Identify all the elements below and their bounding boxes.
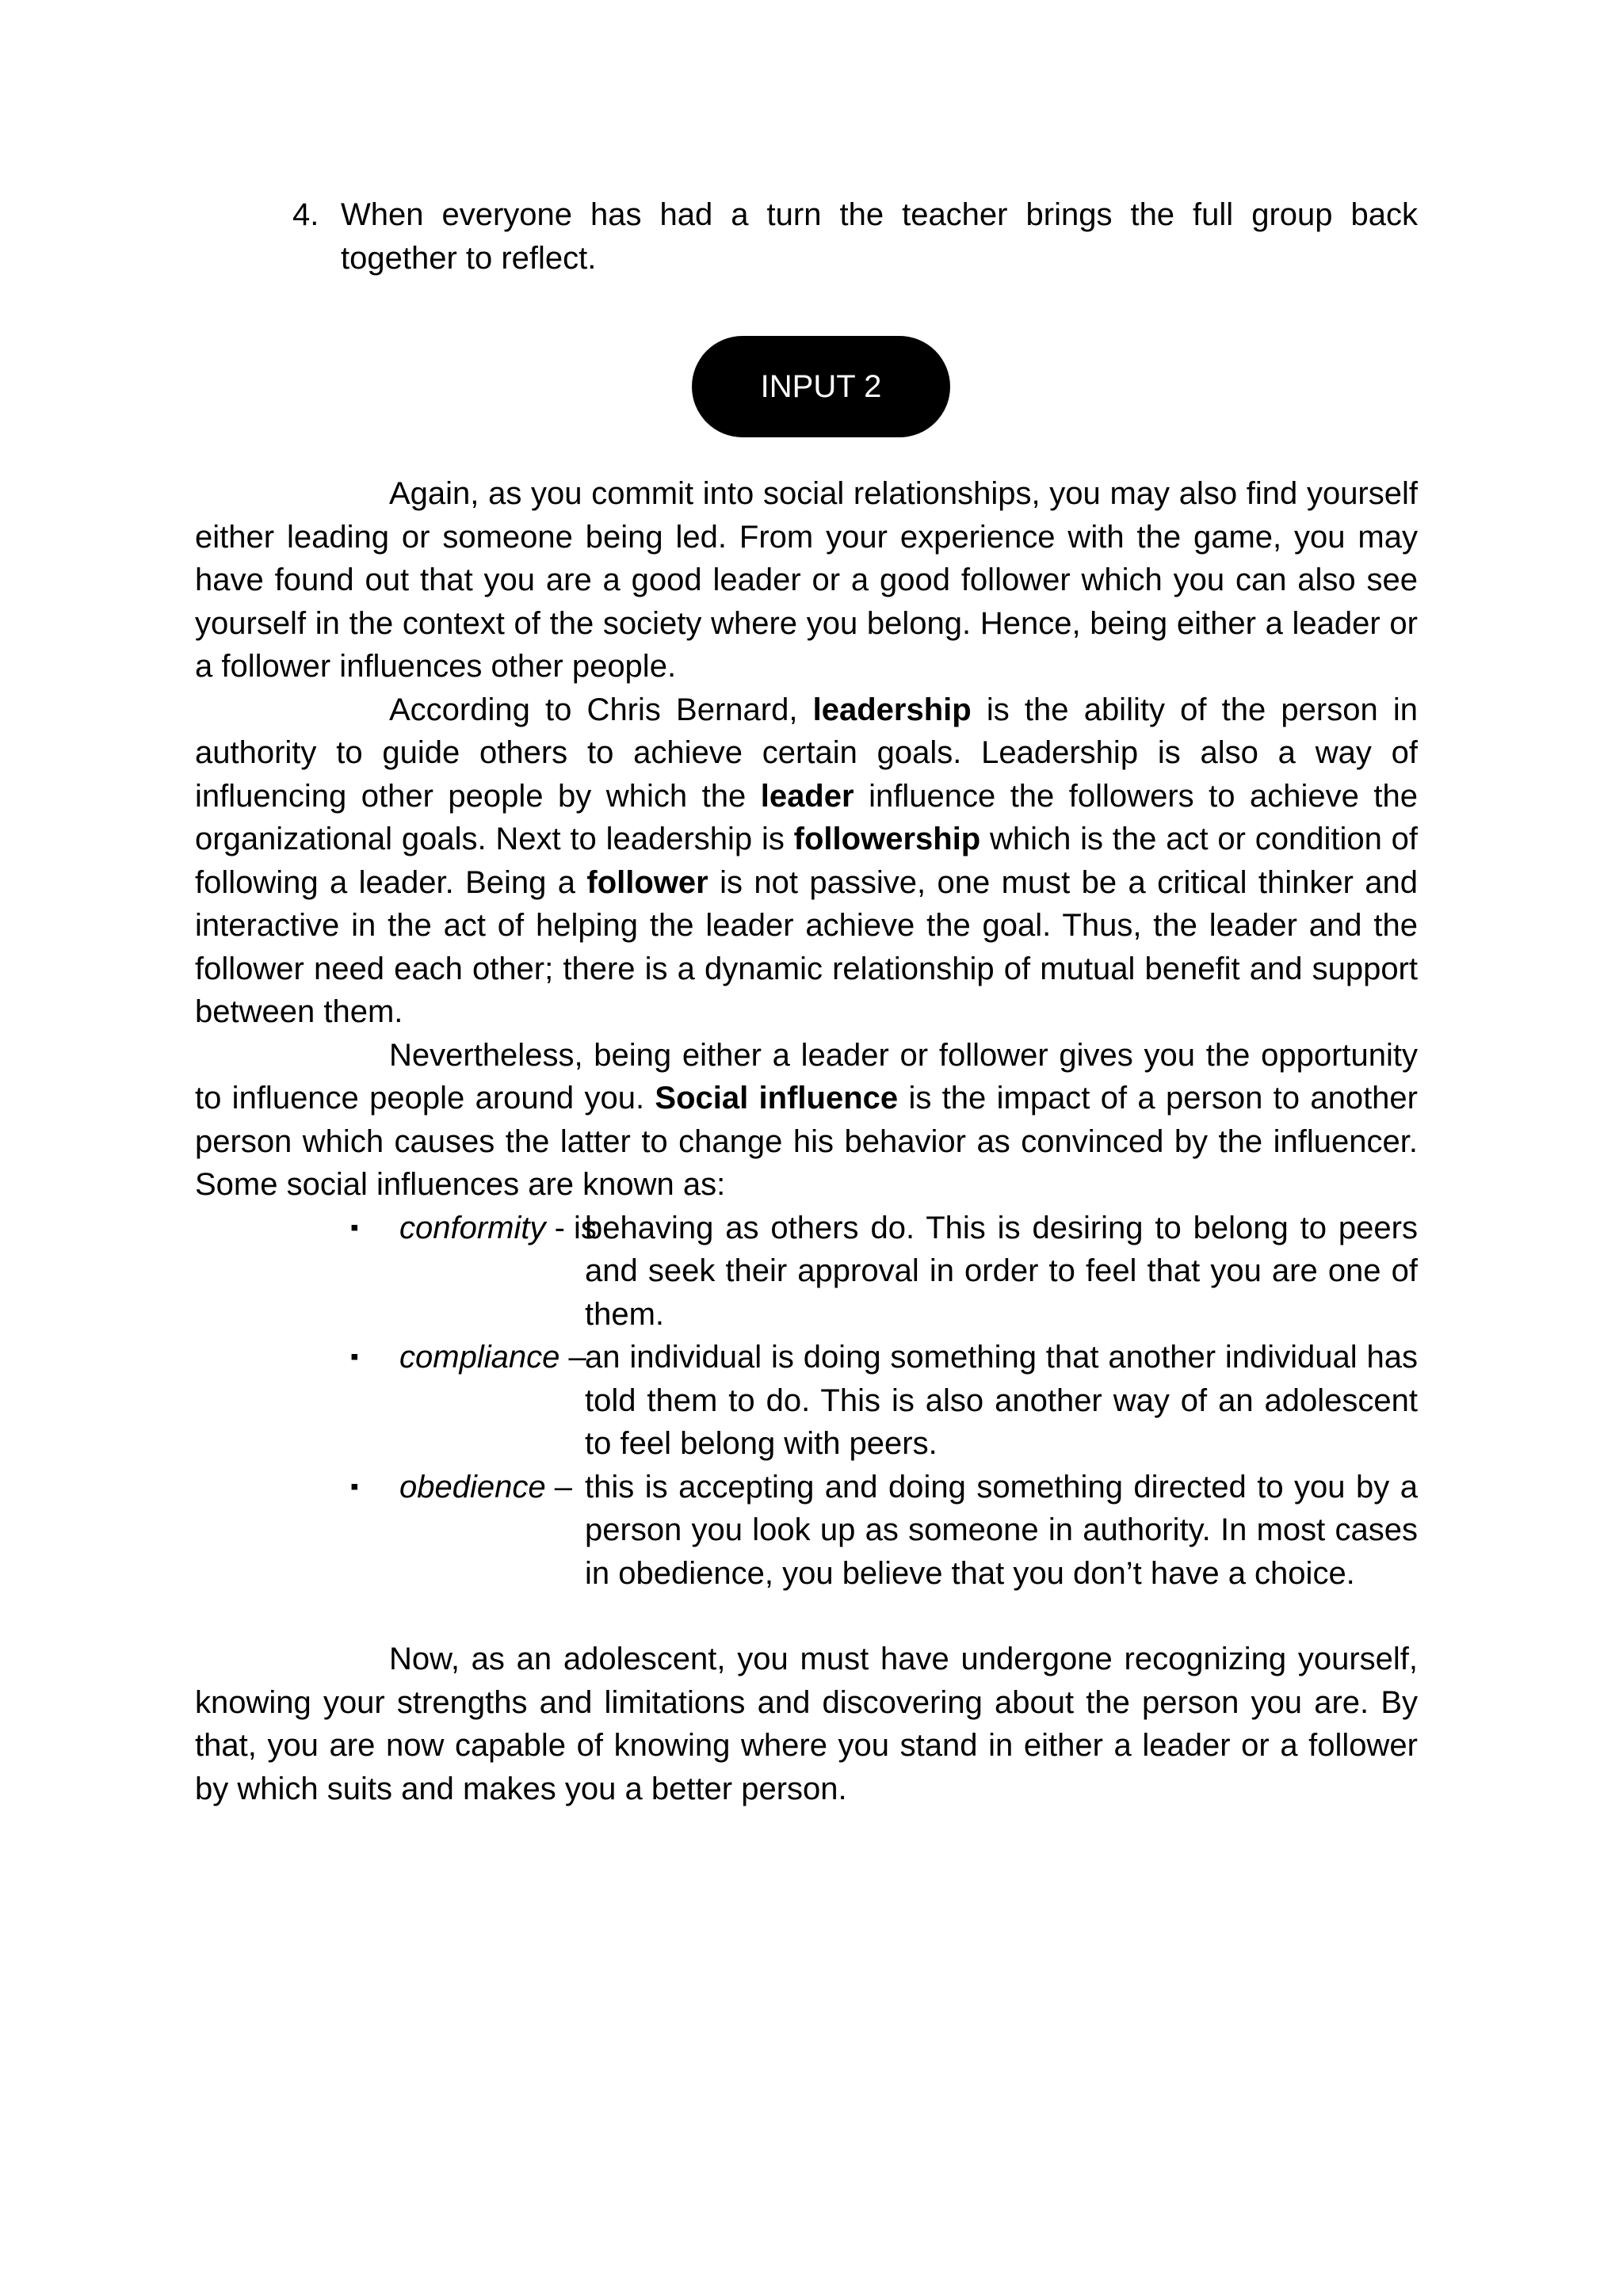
social-influence-list xyxy=(195,1207,1418,1596)
list-item-text: When everyone has had a turn the teacher brings the full group back together to reflect. xyxy=(341,197,1418,276)
term-separator: – xyxy=(559,1340,586,1375)
paragraph-intro: Again, as you commit into social relationships, you may also find yourself either leading or someone being led. From your experience with the game, you may have found out that you are a good leader or a good follower which you can also see yourself in the context of the society where you belong. Hence, being either a leader or a follower influences other people. xyxy=(195,476,1418,684)
spacer xyxy=(195,1595,1418,1638)
bullet-marker: ▪ xyxy=(350,1344,359,1370)
term-follower: follower xyxy=(586,864,708,900)
text-run: is the ability of the person in authority to guide others to achieve certain goals. Leadership is also a way of influencing other people by which the xyxy=(195,692,1418,814)
text-run: which is the act or condition of following a leader. Being a xyxy=(195,822,1419,900)
term-conformity: conformity xyxy=(399,1210,546,1245)
text-run: is not passive, one must be a critical thinker and interactive in the act of helping the leader achieve the goal. Thus, the leader and the follower need each other; there is a dynamic relationship of mutual benefit and support between them. xyxy=(195,864,1418,1029)
paragraph-leadership xyxy=(195,688,1418,1034)
list-item-compliance xyxy=(195,1336,1418,1466)
text-run: According to Chris Bernard, xyxy=(389,692,813,727)
bullet-marker: ▪ xyxy=(350,1214,359,1241)
term-followership: followership xyxy=(793,822,981,856)
term-label xyxy=(399,1336,586,1379)
paragraph-conclusion: Now, as an adolescent, you must have undergone recognizing yourself, knowing your strengths and limitations and discovering about the person you are. By that, you are now capable of knowing where you stand in either a leader or a follower by which suits and makes you a better person. xyxy=(195,1642,1418,1806)
paragraph-social-influence xyxy=(195,1034,1418,1207)
text-run: Nevertheless, being either a leader or follower gives you the opportunity to influence people around you. xyxy=(195,1037,1418,1116)
term-definition: this is accepting and doing something directed to you by a person you look up as someone in authority. In most cases in obedience, you believe that you don’t have a choice. xyxy=(585,1469,1418,1591)
term-separator: – xyxy=(545,1469,572,1505)
term-definition: behaving as others do. This is desiring to belong to peers and seek their approval in order to feel that you are one of them. xyxy=(585,1210,1418,1332)
list-item-conformity xyxy=(195,1207,1418,1337)
term-social-influence: Social influence xyxy=(655,1081,899,1116)
numbered-list-item xyxy=(292,193,1418,280)
term-leadership: leadership xyxy=(812,692,972,727)
term-label xyxy=(399,1207,597,1250)
term-obedience: obedience xyxy=(399,1469,546,1505)
bullet-marker: ▪ xyxy=(350,1473,359,1500)
main-content xyxy=(195,472,1418,1810)
term-compliance: compliance xyxy=(399,1340,560,1375)
term-leader: leader xyxy=(760,778,854,814)
term-definition: an individual is doing something that another individual has told them to do. This is also another way of an adolescent to feel belong with peers. xyxy=(585,1340,1418,1461)
section-label-input-2: INPUT 2 xyxy=(692,336,950,437)
list-number: 4. xyxy=(292,197,319,232)
term-separator: - is xyxy=(545,1210,597,1245)
text-run: influence the followers to achieve the organizational goals. Next to leadership is xyxy=(195,778,1418,856)
list-item-obedience xyxy=(195,1466,1418,1596)
term-label xyxy=(399,1466,572,1509)
text-run: is the impact of a person to another person which causes the latter to change his behavior as convinced by the influencer. Some social influences are known as: xyxy=(195,1081,1418,1202)
